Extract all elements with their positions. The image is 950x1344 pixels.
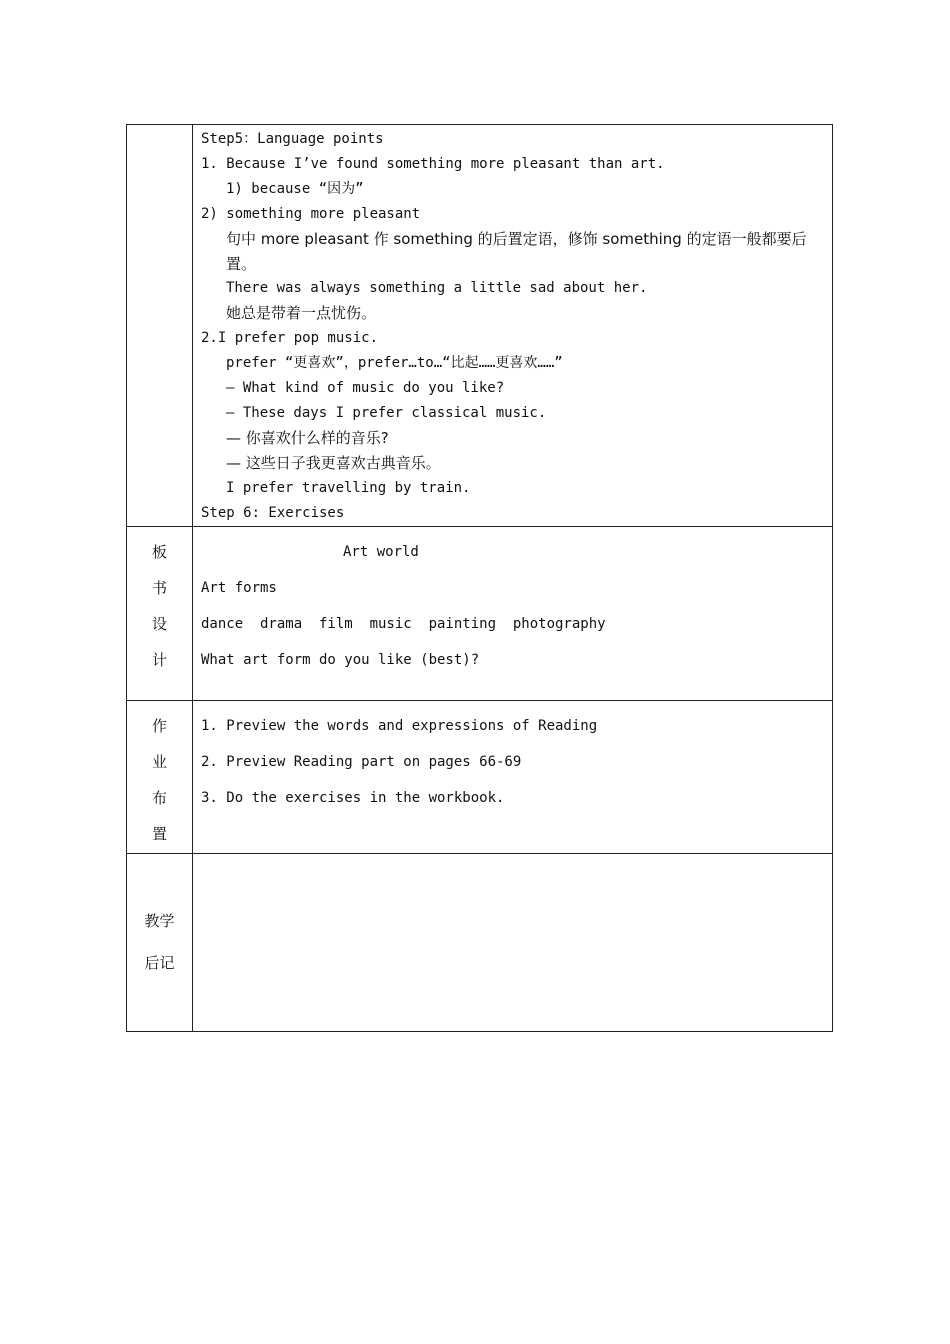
point-1-because: 1) because “因为” <box>226 180 364 197</box>
label-char: 设 <box>151 614 167 633</box>
board-design-row <box>127 526 833 700</box>
reflection-content <box>193 853 833 1031</box>
homework-item: 2. Preview Reading part on pages 66-69 <box>201 753 522 770</box>
step5-heading: Step5：Language points <box>201 131 384 147</box>
label-char: 书 <box>151 578 167 597</box>
board-design-label <box>127 526 193 700</box>
reflection-label <box>127 853 193 1031</box>
board-line: Art forms <box>201 579 277 596</box>
example-sentence-en: There was always something a little sad about her. <box>226 280 648 297</box>
reflection-row <box>127 853 833 1031</box>
point-2-prefer: prefer “更喜欢”，prefer…to…“比起……更喜欢……” <box>226 355 563 372</box>
point-1-sentence: 1. Because I’ve found something more pleasant than art. <box>201 155 665 172</box>
dialogue-line-1: — What kind of music do you like? <box>226 380 505 397</box>
point-1-explanation: 句中 more pleasant 作 something 的后置定语，修饰 something 的定语一般都要后置。 <box>226 229 807 273</box>
language-points-row <box>127 125 833 527</box>
point-1-something: 2) something more pleasant <box>201 205 421 222</box>
step6-heading: Step 6: Exercises <box>201 504 345 521</box>
label-char: 后记 <box>144 954 175 972</box>
homework-row <box>127 700 833 853</box>
label-char: 计 <box>151 650 167 669</box>
empty-label-cell <box>127 125 193 527</box>
homework-item: 3. Do the exercises in the workbook. <box>201 789 505 806</box>
dialogue-line-4: — 这些日子我更喜欢古典音乐。 <box>226 453 441 472</box>
label-char: 板 <box>151 542 167 561</box>
label-char: 布 <box>151 788 167 807</box>
label-char: 教学 <box>144 912 175 930</box>
board-design-content <box>193 526 833 700</box>
label-char: 业 <box>151 752 167 771</box>
board-line: dance drama film music painting photography <box>201 615 606 632</box>
example-sentence-cn: 她总是带着一点忧伤。 <box>226 304 377 323</box>
example-travelling: I prefer travelling by train. <box>226 479 471 496</box>
label-char: 作 <box>151 716 167 735</box>
board-title: Art world <box>343 543 419 560</box>
homework-content <box>193 700 833 853</box>
board-line: What art form do you like (best)? <box>201 651 480 668</box>
dialogue-line-2: — These days I prefer classical music. <box>226 404 547 421</box>
language-points-cell <box>193 125 833 527</box>
lesson-plan-table <box>126 124 833 1032</box>
label-char: 置 <box>151 824 167 843</box>
homework-label <box>127 700 193 853</box>
homework-item: 1. Preview the words and expressions of Reading <box>201 717 598 734</box>
point-2-sentence: 2.I prefer pop music. <box>201 330 379 347</box>
dialogue-line-3: — 你喜欢什么样的音乐? <box>226 428 389 447</box>
